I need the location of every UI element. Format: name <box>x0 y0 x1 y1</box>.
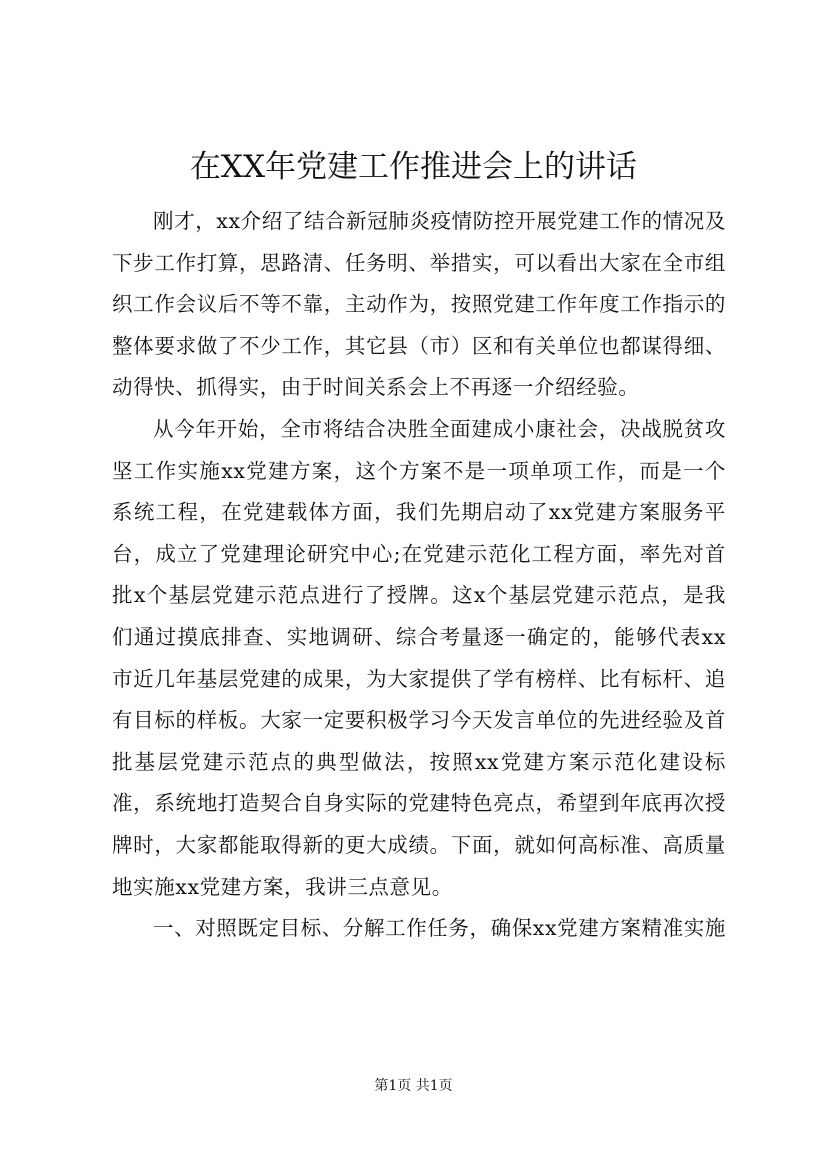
document-body <box>112 201 726 950</box>
paragraph-3-heading: 一、对照既定目标、分解工作任务，确保xx党建方案精准实施 <box>153 916 726 941</box>
paragraph-1: 刚才，xx介绍了结合新冠肺炎疫情防控开展党建工作的情况及下步工作打算，思路清、任务明、举措实，可以看出大家在全市组织工作会议后不等不靠，主动作为，按照党建工作年度工作指示的整体要求做了不少工作，其它县（市）区和有关单位也都谋得细、动得快、抓得实，由于时间关系会上不再逐一介绍经验。 <box>112 209 726 400</box>
document-title: 在XX年党建工作推进会上的讲话 <box>189 149 638 185</box>
paragraph-2: 从今年开始，全市将结合决胜全面建成小康社会，决战脱贫攻坚工作实施xx党建方案，这个方案不是一项单项工作，而是一个系统工程，在党建载体方面，我们先期启动了xx党建方案服务平台，成立了党建理论研究中心;在党建示范化工程方面，率先对首批x个基层党建示范点进行了授牌。这x个基层党建示范点，是我们通过摸底排查、实地调研、综合考量逐一确定的，能够代表xx市近几年基层党建的成果，为大家提供了学有榜样、比有标杆、追有目标的样板。大家一定要积极学习今天发言单位的先进经验及首批基层党建示范点的典型做法，按照xx党建方案示范化建设标准，系统地打造契合自身实际的党建特色亮点，希望到年底再次授牌时，大家都能取得新的更大成绩。下面，就如何高标准、高质量地实施xx党建方案，我讲三点意见。 <box>112 416 726 899</box>
page-footer: 第1页 共1页 <box>374 1078 453 1094</box>
